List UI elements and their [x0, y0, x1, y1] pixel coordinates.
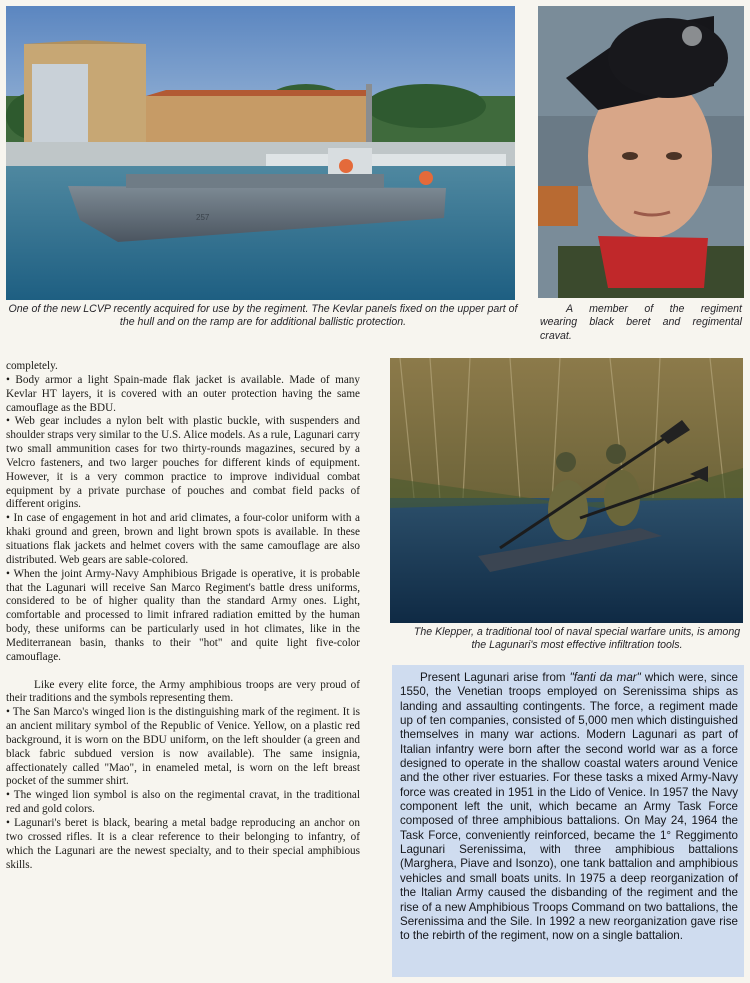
beret-paragraph: • Lagunari's beret is black, bearing a metal badge reproducing an anchor on two crossed rifles. It is a clear reference to their belonging to infantry, of which the Lagunari are the newest specialty, and to their special amphibious skills.: [6, 817, 360, 871]
soldier-caption: [540, 303, 742, 343]
soldier-caption-line2: wearing black beret and regimental: [540, 316, 742, 329]
san-marco-uniform-paragraph: • When the joint Army-Navy Amphibious Brigade is operative, it is probable that the Lagunari will receive San Marco Regiment's battle dress uniforms, considered to be of higher quality than the standard Army ones. Light, comfortable and processed to limit infrared radiation emitted by the human body, these uniforms can be particularly used in hot climates, like in the Mediterranean basin, thanks to their "hot" and quite light five-color camouflage.: [6, 567, 360, 663]
web-gear-paragraph: • Web gear includes a nylon belt with plastic buckle, with suspenders and shoulder straps very similar to the U.S. Alice models. As a rule, Lagunari carry two small ammunition cases for two thirty-rounds magazines, secured by a Velcro fasteners, and two larger pouches for different kinds of equipment. However, it is a very common practice to improve individual combat equipment by a private purchase of pouches and combat field packs of different origins.: [6, 415, 360, 511]
hull-number: 257: [196, 213, 210, 222]
hot-climate-uniform-paragraph: • In case of engagement in hot and arid climates, a four-color uniform with a khaki ground and green, brown and light brown spots is available. In these situations flak jackets and helmet covers with the same camouflage are also distributed. Web gears are sable-colored.: [6, 512, 360, 566]
soldier-caption-line3: cravat.: [540, 329, 572, 342]
history-text: [400, 671, 738, 944]
traditions-paragraph: Like every elite force, the Army amphibious troops are very proud of their traditions and the symbols representing them.: [6, 678, 360, 705]
history-sidebar: [392, 665, 744, 977]
fanti-da-mar-term: "fanti da mar": [569, 671, 641, 684]
soldier-caption-line1: A member of the regiment: [566, 303, 742, 315]
klepper-photo: [390, 358, 743, 623]
lcvp-caption: One of the new LCVP recently acquired for use by the regiment. The Kevlar panels fixed on the upper part of the hull and on the ramp are for additional ballistic protection.: [8, 303, 518, 329]
body-armor-paragraph: • Body armor a light Spain-made flak jacket is available. Made of many Kevlar HT layers, it is covered with an outer protection having the same camouflage as the BDU.: [6, 373, 360, 414]
body-text-column: [6, 360, 360, 872]
history-body: which were, since 1550, the Venetian troops employed on Serenissima ships as landing and assaulting contingents. The force, a regiment made up of ten companies, consisted of 5,000 men which distinguished themselves in many war actions. Modern Lagunari as part of Italian infantry were born after the second world war as a force designed to operate in the shallow coastal waters around Venice and the other river estuaries. For these tasks a mixed Army-Navy force was created in 1951 in the Lido of Venice. In 1957 the Navy component left the unit, which became an Army Task Force composed of three amphibious battalions. On May 24, 1964 the Task Force, conveniently reinforced, became the 1° Reggimento Lagunari Serenissima, with three amphibious battalions (Marghera, Piave and Isonzo), one tank battalion and amphibious vehicles and small boats units. In 1975 a deep reorganization of the Italian Army caused the disbanding of the regiment and the rise of a new Amphibious Troops Command on two battalions, the Serenissima and the Sile. In 1992 a new reorganization gave rise to the rebirth of the regiment, now on a single battalion.: [400, 671, 738, 943]
soldier-photo: [538, 6, 744, 298]
lcvp-photo: [6, 6, 515, 300]
winged-lion-paragraph: • The San Marco's winged lion is the distinguishing mark of the regiment. It is an ancient military symbol of the Republic of Venice. Yellow, on a plastic red background, it is worn on the BDU uniform, on the left shoulder (a green and black fabric subdued version is now available). The same insignia, affectionately called "Mao", in enameled metal, is worn on the left breast pocket of the summer shirt.: [6, 706, 360, 788]
klepper-caption: The Klepper, a traditional tool of naval special warfare units, is among the Lagunari's most effective infiltration tools.: [413, 626, 741, 652]
body-paragraph: completely.: [6, 360, 58, 372]
history-lead: Present Lagunari arise from: [420, 671, 570, 684]
cravat-paragraph: • The winged lion symbol is also on the regimental cravat, in the traditional red and gold colors.: [6, 789, 360, 816]
